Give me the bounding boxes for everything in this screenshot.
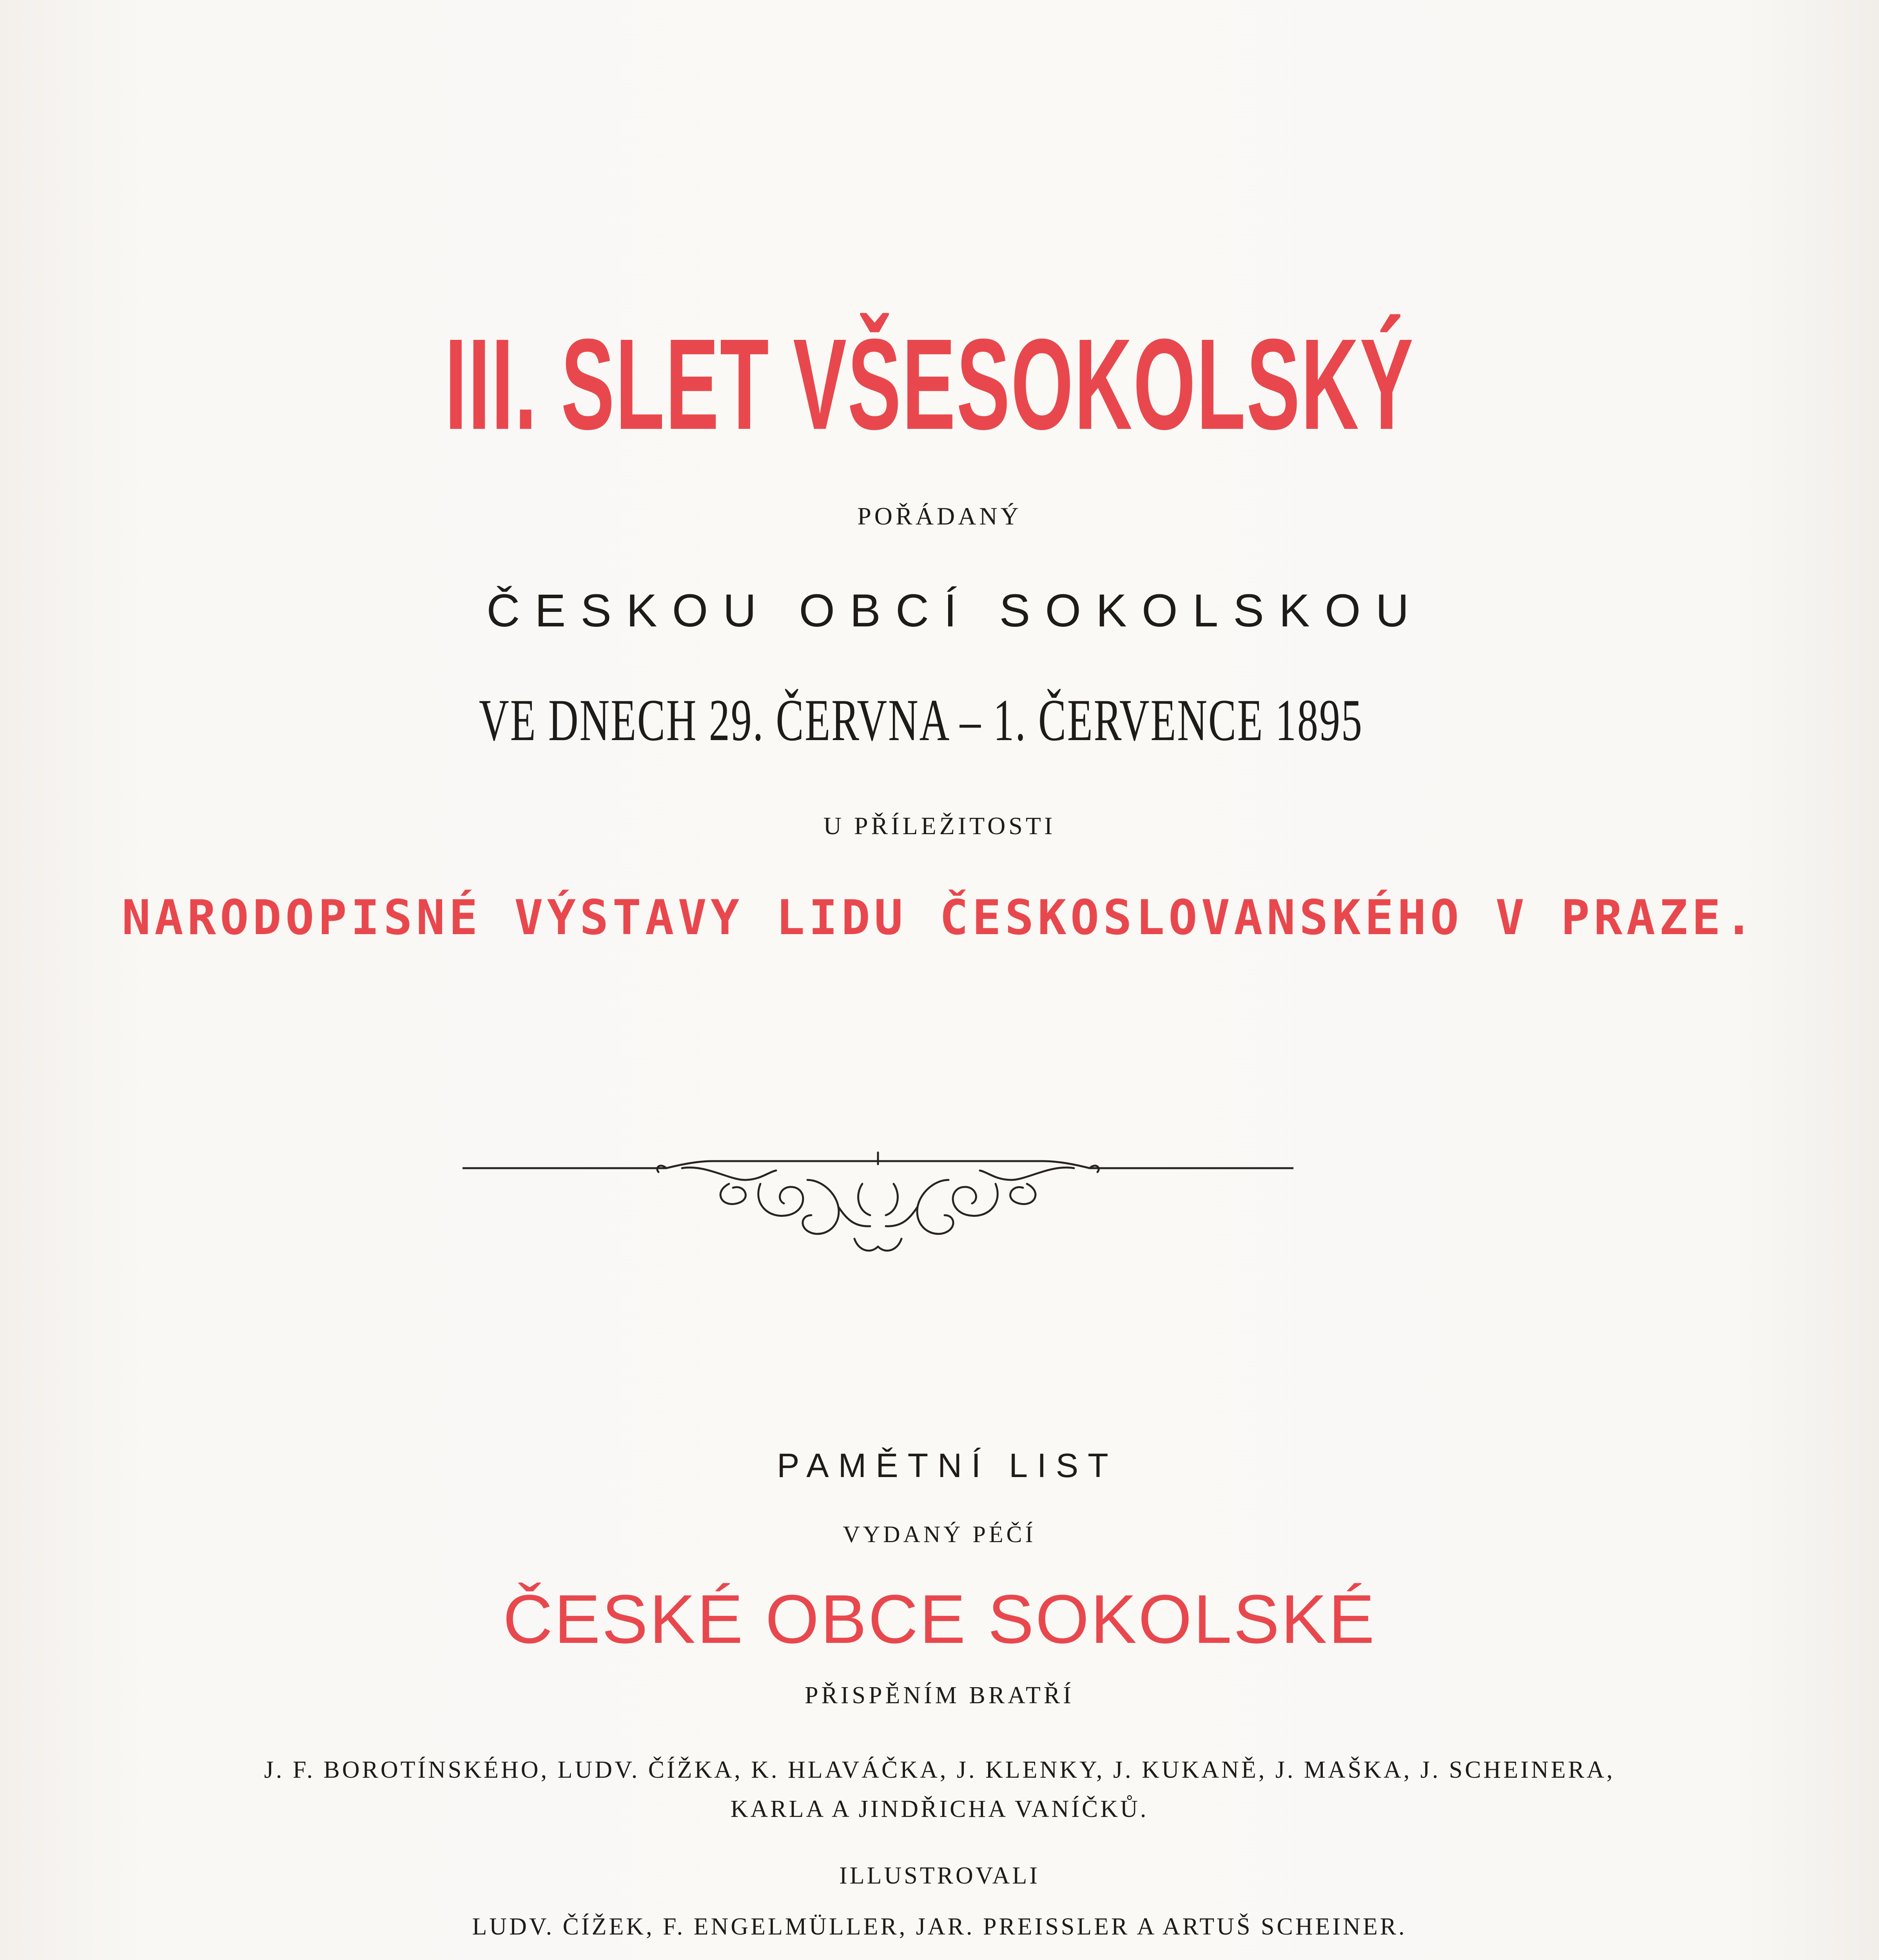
- main-title: III. SLET VŠESOKOLSKÝ: [444, 312, 1415, 456]
- scroll-flourish-ornament-icon: [462, 1137, 1293, 1262]
- organizer-line: ČESKOU OBCÍ SOKOLSKOU: [486, 585, 1424, 637]
- contributors-line-2: KARLA A JINDŘICHA VANÍČKŮ.: [730, 1796, 1149, 1822]
- published-by-intro: VYDANÝ PÉČÍ: [843, 1521, 1036, 1547]
- contribution-intro: PŘISPĚNÍM BRATŘÍ: [805, 1682, 1074, 1709]
- occasion-intro: U PŘÍLEŽITOSTI: [823, 812, 1056, 840]
- occasion-exhibition: NARODOPISNÉ VÝSTAVY LIDU ČESKOSLOVANSKÉHO V PRAZE.: [122, 890, 1757, 946]
- publisher-name: ČESKÉ OBCE SOKOLSKÉ: [503, 1581, 1376, 1658]
- contributors-line-1: J. F. BOROTÍNSKÉHO, LUDV. ČÍŽKA, K. HLAVÁČKA, J. KLENKY, J. KUKANĚ, J. MAŠKA, J. SCHEINERA,: [264, 1757, 1615, 1783]
- subtitle-poradany: POŘÁDANÝ: [857, 502, 1022, 530]
- illustrated-intro: ILLUSTROVALI: [839, 1862, 1040, 1889]
- illustrators-line: LUDV. ČÍŽEK, F. ENGELMÜLLER, JAR. PREISSLER A ARTUŠ SCHEINER.: [472, 1913, 1407, 1940]
- memorial-heading: PAMĚTNÍ LIST: [777, 1447, 1118, 1485]
- dates-line: VE DNECH 29. ČERVNA – 1. ČERVENCE 1895: [479, 687, 1363, 753]
